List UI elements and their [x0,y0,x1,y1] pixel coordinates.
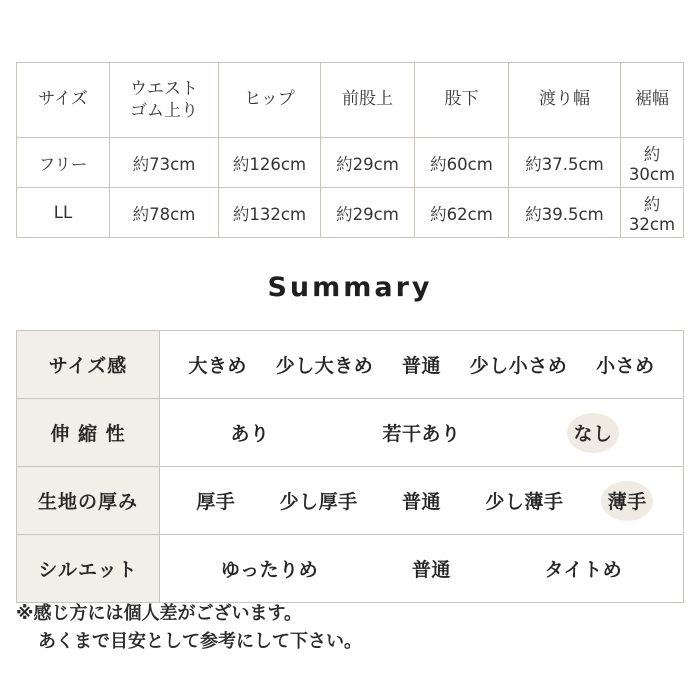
option-thickness-0[interactable] [190,483,241,518]
size-table-body [17,138,684,238]
summary-options-silhouette [160,535,684,603]
size-table-container [16,62,684,238]
summary-options-stretch [160,399,684,467]
row-label-free: フリー [17,138,110,188]
option-stretch-1[interactable] [376,415,466,450]
option-thickness-1-label: 少し厚手 [279,491,358,513]
size-table [16,62,684,238]
col-header-waist-line2: ゴム上り [130,101,198,121]
option-fit-0[interactable] [182,347,253,382]
cell-free-hip: 約126cm [219,138,321,188]
summary-options-fit [160,331,684,399]
summary-options-thickness [160,467,684,535]
option-fit-4[interactable] [590,347,661,382]
option-silhouette-2[interactable] [539,551,629,586]
col-header-waist-line1: ウエスト [130,78,198,99]
col-header-inseam: 股下 [415,63,509,138]
note-line-2: あくまで目安として参考にして下さい。 [38,630,362,652]
summary-label-stretch: 伸 縮 性 [17,399,160,467]
option-silhouette-1-label: 普通 [411,559,451,581]
size-table-header-row [17,63,684,138]
option-fit-3-label: 少し小さめ [469,355,568,377]
option-thickness-2[interactable] [396,483,447,518]
col-header-waist [110,63,219,138]
col-header-thigh: 渡り幅 [509,63,621,138]
option-group-thickness [174,483,669,518]
option-silhouette-2-label: タイトめ [544,559,623,581]
option-stretch-1-label: 若干あり [382,423,461,445]
option-silhouette-0[interactable] [215,551,324,586]
col-header-hip: ヒップ [219,63,321,138]
cell-ll-front-rise: 約29cm [321,188,415,238]
option-thickness-4[interactable] [602,483,653,518]
cell-ll-thigh: 約39.5cm [509,188,621,238]
summary-table-body [17,331,684,603]
cell-free-waist: 約73cm [110,138,219,188]
option-silhouette-0-label: ゆったりめ [220,559,319,581]
col-header-hem: 裾幅 [621,63,684,138]
table-row [17,331,684,399]
option-group-silhouette [174,551,669,586]
option-thickness-3[interactable] [479,483,569,518]
option-thickness-2-label: 普通 [401,491,441,513]
cell-ll-hem: 約32cm [621,188,684,238]
cell-free-thigh: 約37.5cm [509,138,621,188]
cell-ll-hip: 約132cm [219,188,321,238]
option-silhouette-1[interactable] [406,551,457,586]
table-row [17,467,684,535]
col-header-front-rise: 前股上 [321,63,415,138]
table-row [17,188,684,238]
option-fit-1-label: 少し大きめ [275,355,374,377]
size-table-head [17,63,684,138]
option-thickness-4-label: 薄手 [607,491,647,513]
summary-table [16,330,684,603]
option-fit-1[interactable] [270,347,380,382]
cell-ll-waist: 約78cm [110,188,219,238]
cell-free-front-rise: 約29cm [321,138,415,188]
option-fit-2[interactable] [396,347,447,382]
option-fit-3[interactable] [464,347,574,382]
col-header-size: サイズ [17,63,110,138]
option-thickness-1[interactable] [274,483,364,518]
cell-ll-inseam: 約62cm [415,188,509,238]
option-fit-2-label: 普通 [401,355,441,377]
table-row [17,138,684,188]
option-fit-4-label: 小さめ [596,355,655,377]
option-group-fit [174,347,669,382]
option-stretch-2-label: なし [573,423,613,445]
option-stretch-2[interactable] [567,415,618,450]
cell-free-hem: 約30cm [621,138,684,188]
option-fit-0-label: 大きめ [188,355,247,377]
option-stretch-0[interactable] [224,415,275,450]
option-stretch-0-label: あり [230,423,270,445]
summary-label-thickness: 生地の厚み [17,467,160,535]
notes [16,600,684,656]
option-group-stretch [174,415,669,450]
table-row [17,535,684,603]
option-thickness-0-label: 厚手 [196,491,236,513]
summary-table-container [16,330,684,603]
table-row [17,399,684,467]
summary-title: Summary [267,272,433,303]
cell-free-inseam: 約60cm [415,138,509,188]
summary-label-silhouette: シルエット [17,535,160,603]
summary-label-fit: サイズ感 [17,331,160,399]
row-label-ll: LL [17,188,110,238]
option-thickness-3-label: 少し薄手 [485,491,564,513]
note-line-1: ※感じ方には個人差がございます。 [16,603,303,624]
